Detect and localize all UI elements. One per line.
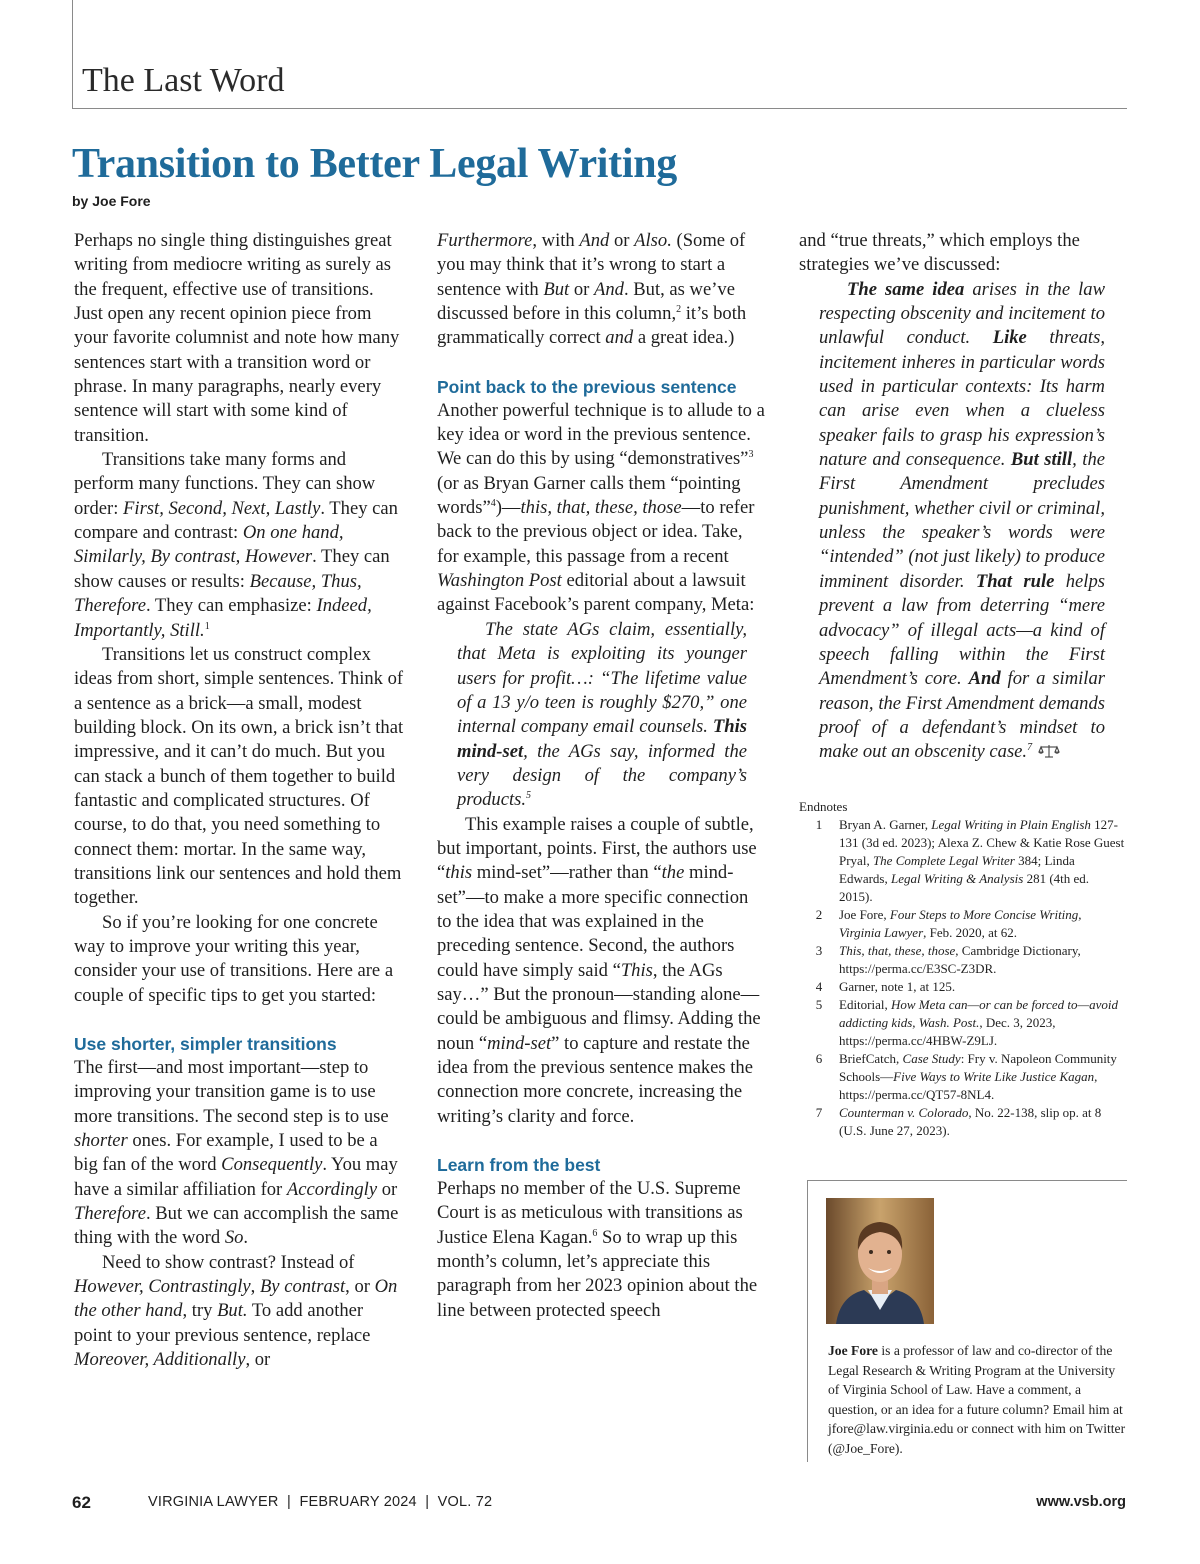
subhead: Use shorter, simpler transitions <box>74 1034 337 1054</box>
endnote-text: Bryan A. Garner, Legal Writing in Plain English 127-131 (3d ed. 2023); Alexa Z. Chew & Katie Rose Guest Pryal, The Complete Legal Writer 384; Linda Edwards, Legal Writing & Analysis 281 (4th ed. 2015). <box>839 817 1125 904</box>
footnote-ref[interactable]: 3 <box>748 449 754 461</box>
paragraph: Transitions take many forms and perform many functions. They can show order: First, Second, Next, Lastly. They can compare and contrast: On one hand, Similarly, By contrast, However. They can show causes or results: Because, Thus, Therefore. They can emphasize: Indeed, Importantly, Still.$^1$ <box>74 449 398 641</box>
footnote-ref[interactable]: 1 <box>204 620 210 632</box>
endnote-item <box>799 1050 1125 1104</box>
endnote-text: Counterman v. Colorado, No. 22-138, slip op. at 8 (U.S. June 27, 2023). <box>839 1105 1102 1138</box>
footnote-ref[interactable]: 6 <box>592 1227 598 1239</box>
paragraph: So if you’re looking for one concrete way to improve your writing this year, consider your use of transitions. Here are a couple of specific tips to get you started: <box>74 911 394 1006</box>
paragraph: This example raises a couple of subtle, but important, points. First, the authors use “this mind-set”—rather than “the mind-set”—to make a more specific connection to the idea that was explained in the preceding sentence. Second, the authors could have simply said “This, the AGs say…” But the pronoun—standing alone—could be ambiguous and flimsy. Adding the noun “mind-set” to capture and restate the idea from the previous sentence makes the connection more concrete, increasing the writing’s clarity and force. <box>437 813 761 1127</box>
endnote-item <box>799 978 1125 996</box>
paragraph: Transitions let us construct complex ideas from short, simple sentences. Think of a sentence as a brick—a small, modest building block. On its own, a brick isn’t that impressive, and it can’t do much. But you can stack a bunch of them together to build fantastic and complicated structures. Of course, to do that, you need something to connect them: mortar. In the same way, transitions link our sentences and hold them together. <box>74 643 404 909</box>
scales-of-justice-icon <box>1038 744 1060 758</box>
website-link[interactable]: www.vsb.org <box>1036 1494 1126 1510</box>
paragraph: Need to show contrast? Instead of However, Contrastingly, By contrast, or On the other hand, try But. To add another point to your previous sentence, replace Moreover, Additionally, or <box>74 1251 398 1371</box>
endnote-number: 5 <box>815 997 823 1012</box>
author-bio: Joe Fore is a professor of law and co-director of the Legal Research & Writing Program at the University of Virginia School of Law. Have a comment, a question, or an idea for a future column? Email him at jfore@law.virginia.edu or connect with him on Twitter (@Joe_Fore). <box>828 1343 1126 1456</box>
endnote-text: BriefCatch, Case Study: Fry v. Napoleon Community Schools—Five Ways to Write Like Justice Kagan, https://perma.cc/QT57-8NL4. <box>839 1051 1117 1102</box>
author-photo <box>826 1198 934 1324</box>
subhead: Learn from the best <box>437 1155 601 1176</box>
footnote-ref[interactable]: 2 <box>676 303 682 315</box>
endnotes-list <box>799 816 1125 1140</box>
paragraph: Perhaps no member of the U.S. Supreme Court is as meticulous with transitions as Justice Elena Kagan.$^6$ So to wrap up this month’s column, let’s appreciate this paragraph from her 2023 opinion about the line between protected speech <box>437 1178 758 1321</box>
footnote-ref[interactable]: 5 <box>526 790 532 802</box>
article-title: Transition to Better Legal Writing <box>72 141 677 187</box>
paragraph: Furthermore, with And or Also. (Some of you may think that it’s wrong to start a sentence with But or And. But, as we’ve discussed before in this column,$^2$ it’s both grammatically correct and a great idea.) <box>437 230 747 349</box>
endnote-number: 3 <box>815 943 823 958</box>
endnotes-title: Endnotes <box>799 799 848 814</box>
page-footer <box>72 1493 1126 1515</box>
endnote-number: 4 <box>815 979 823 994</box>
endnote-number: 1 <box>815 817 823 832</box>
subhead: Point back to the previous sentence <box>437 376 737 397</box>
endnote-text: Garner, note 1, at 125. <box>839 979 956 994</box>
paragraph: Perhaps no single thing distinguishes great writing from mediocre writing as surely as the frequent, effective use of transitions. Just open any recent opinion piece from your favorite columnist and note how many sentences start with a transition word or phrase. In many paragraphs, nearly every sentence will start with some kind of transition. <box>74 230 400 446</box>
endnote-text: Editorial, How Meta can—or can be forced to—avoid addicting kids, Wash. Post., Dec. 3, 2023, https://perma.cc/4HBW-Z9LJ. <box>839 997 1118 1048</box>
endnotes <box>799 798 1125 1140</box>
column-1 <box>74 229 404 1372</box>
endnote-item <box>799 996 1125 1050</box>
column-3 <box>799 229 1125 765</box>
endnote-number: 7 <box>815 1105 823 1120</box>
section-label: The Last Word <box>82 62 285 99</box>
block-quote: The same idea arises in the law respecting obscenity and incitement to unlawful conduct. Like threats, incitement inheres in particular words used in particular contexts: Its harm can arise even when a clueless speaker fails to grasp his expression’s nature and consequence. But still, the First Amendment precludes punishment, whether civil or criminal, unless the speaker’s words were “intended” (not just likely) to produce imminent disorder. That rule helps prevent a law from deterring “mere advocacy” of illegal acts—a kind of speech falling within the First Amendment’s core. And for a similar reason, the First Amendment demands proof of a defendant’s mindset to make out an obscenity case.$^7$ <box>819 278 1106 763</box>
endnote-item <box>799 1104 1125 1140</box>
endnote-number: 6 <box>815 1051 823 1066</box>
endnote-text: This, that, these, those, Cambridge Dictionary, https://perma.cc/E3SC-Z3DR. <box>839 943 1081 976</box>
endnote-item <box>799 942 1125 978</box>
footnote-ref[interactable]: 4 <box>490 497 496 509</box>
endnote-item <box>799 816 1125 906</box>
paragraph: Another powerful technique is to allude to a key idea or word in the previous sentence. We can do this by using “demonstratives”$^3$ (or as Bryan Garner calls them “pointing words”$^4$)—this, that, these, those—to refer back to the previous object or idea. Take, for example, this passage from a recent Washington Post editorial about a lawsuit against Facebook’s parent company, Meta: <box>437 399 765 616</box>
byline: by Joe Fore <box>72 193 151 209</box>
endnote-item <box>799 906 1125 942</box>
page-number: 62 <box>72 1493 91 1512</box>
endnote-number: 2 <box>815 907 823 922</box>
footnote-ref[interactable]: 7 <box>1027 742 1033 754</box>
paragraph: The first—and most important—step to improving your transition game is to use more transitions. The second step is to use shorter ones. For example, I used to be a big fan of the word Consequently. You may have a similar affiliation for Accordingly or Therefore. But we can accomplish the same thing with the word So. <box>74 1057 399 1249</box>
block-quote: The state AGs claim, essentially, that Meta is exploiting its younger users for profit…: “The lifetime value of a 13 y/o teen is roughly $270,” one internal company email counsels. This mind-set, the AGs say, informed the very design of the company’s products.$^5$ <box>457 618 747 811</box>
publication-info: VIRGINIA LAWYER | FEBRUARY 2024 | VOL. 72 <box>148 1494 493 1510</box>
endnote-text: Joe Fore, Four Steps to More Concise Writing, Virginia Lawyer, Feb. 2020, at 62. <box>839 907 1082 940</box>
column-2 <box>437 229 767 1323</box>
paragraph: and “true threats,” which employs the strategies we’ve discussed: <box>799 230 1080 276</box>
